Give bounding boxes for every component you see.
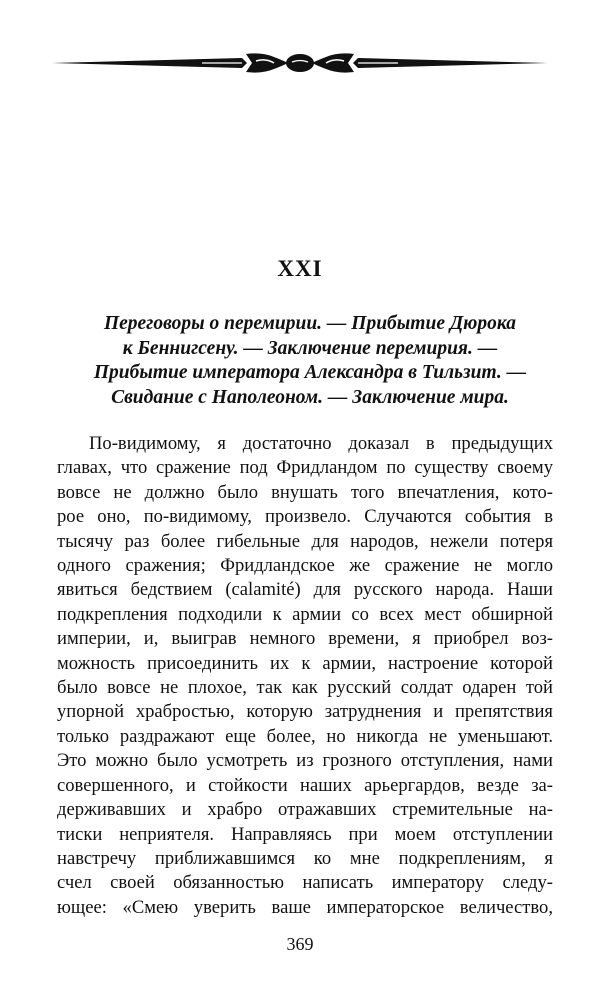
body-line: ющее: «Смею уверить ваше императорское величество, <box>57 896 553 918</box>
body-line: тысячу раз более гибельные для народов, нежели потеря <box>57 530 553 552</box>
body-text <box>57 432 553 920</box>
body-line: совершенного, и стойкости наших арьергардов, везде за- <box>57 774 553 796</box>
body-line: подкрепления подходили к армии со всех мест обширной <box>57 603 553 625</box>
body-line: одного сражения; Фридландское же сражение не могло <box>57 555 553 577</box>
body-line: только раздражают еще более, но никогда не уменьшают. <box>57 725 553 747</box>
subtitle-line: Прибытие императора Александра в Тильзит. — <box>93 362 527 383</box>
body-line: тиски неприятеля. Направляясь при моем отступлении <box>57 823 553 845</box>
subtitle-line: Свидание с Наполеоном. — Заключение мира. <box>111 386 509 408</box>
body-line: держивавших и храбро отражавших стремительные на- <box>57 799 553 821</box>
page-number: 369 <box>286 934 314 954</box>
chapter-subtitle <box>60 312 560 410</box>
chapter-number: XXI <box>277 256 323 281</box>
body-line: империи, и, выиграв немного времени, я приобрел воз- <box>57 628 553 650</box>
body-line: счел своей обязанностью написать императору следу- <box>57 872 553 894</box>
subtitle-line: к Беннигсену. — Заключение перемирия. — <box>122 337 498 359</box>
ornament-divider-icon <box>52 48 548 78</box>
body-line: рое оно, по-видимому, произвело. Случаются события в <box>57 506 553 528</box>
body-line: явиться бедствием (calamité) для русского народа. Наши <box>57 579 553 601</box>
body-line: упорной храбростью, которую затруднения и препятствия <box>57 701 553 723</box>
body-line: вовсе не должно было внушать того впечатления, кото- <box>57 481 553 503</box>
body-line: навстречу приближавшимся ко мне подкреплениям, я <box>57 847 553 869</box>
body-line: Это можно было усмотреть из грозного отступления, нами <box>57 750 553 772</box>
body-line: можность присоединить их к армии, настроение которой <box>57 652 553 674</box>
body-line: было вовсе не плохое, так как русский солдат одарен той <box>57 677 553 699</box>
body-line: По-видимому, я достаточно доказал в предыдущих <box>89 433 553 454</box>
subtitle-line: Переговоры о перемирии. — Прибытие Дюрока <box>103 313 517 334</box>
body-line: главах, что сражение под Фридландом по существу своему <box>57 457 553 479</box>
